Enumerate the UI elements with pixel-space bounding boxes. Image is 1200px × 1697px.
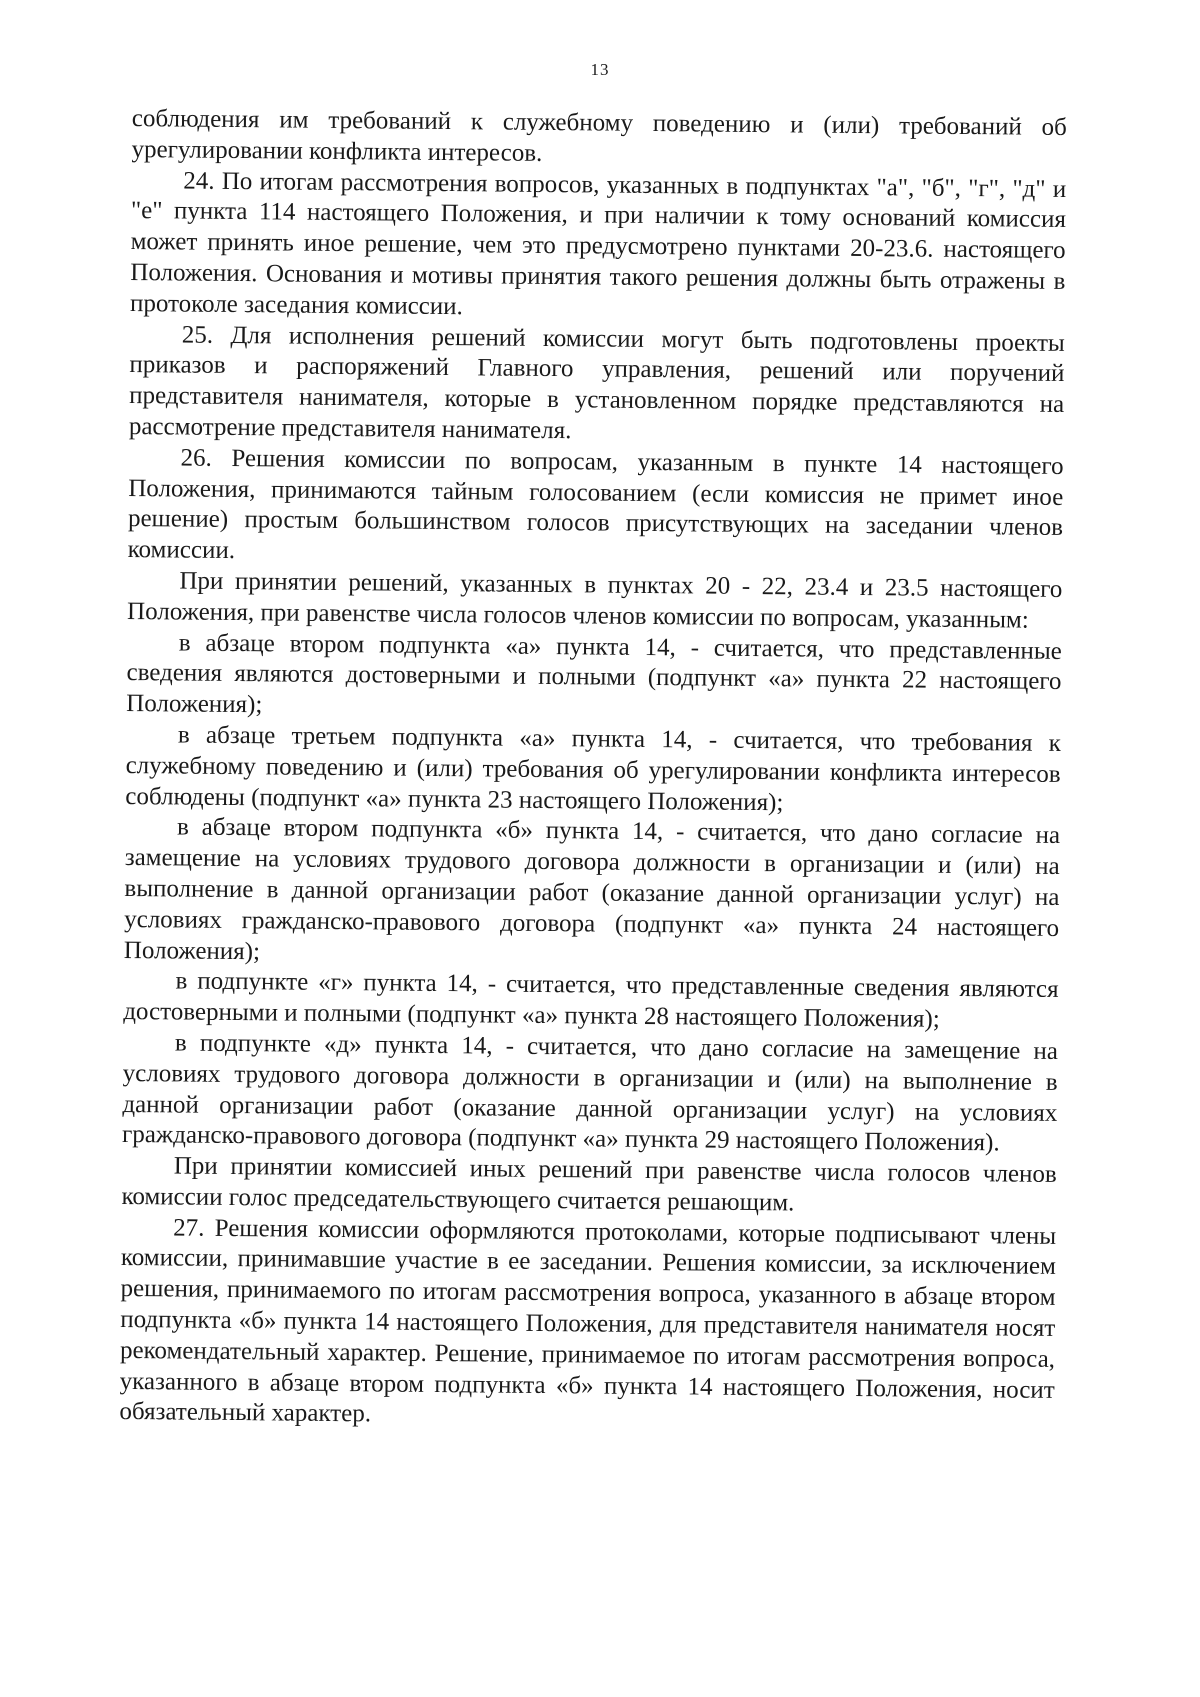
paragraph: 25. Для исполнения решений комиссии могут быть подготовлены проекты приказов и распоряжений Главного управления, решений или поручений представителя нанимателя, которые в установленном порядке представляются на рассмотрение представителя нанимателя. [128, 321, 1065, 445]
paragraph: в абзаце втором подпункта «б» пункта 14, - считается, что дано согласие на замещение на условиях трудового договора должности в организации и (или) на выполнение в данной организации работ (оказание данной организации услуг) на условиях гражданско-правового договора (подпункт «а» пункта 24 настоящего Положения); [123, 813, 1061, 965]
paragraph: в абзаце втором подпункта «а» пункта 14, - считается, что представленные сведения являются достоверными и полными (подпункт «а» пункта 22 настоящего Положения); [126, 629, 1062, 719]
paragraph: При принятии комиссией иных решений при равенстве числа голосов членов комиссии голос председательствующего считается решающим. [121, 1152, 1057, 1217]
paragraph: соблюдения им требований к служебному поведению и (или) требований об урегулировании конфликта интересов. [131, 104, 1067, 167]
page-number: 13 [590, 60, 610, 79]
paragraph: 24. По итогам рассмотрения вопросов, указанных в подпунктах "а", "б", "г", "д" и "е" пункта 114 настоящего Положения, и при наличии к тому оснований комиссия может принять иное решение, чем это предусмотрено пунктами 20-23.6. настоящего Положения. Основания и мотивы принятия такого решения должны быть отражены в протоколе заседания комиссии. [129, 167, 1067, 320]
paragraph: При принятии решений, указанных в пунктах 20 - 22, 23.4 и 23.5 настоящего Положения, при равенстве числа голосов членов комиссии по вопросам, указанным: [127, 567, 1063, 634]
paragraph: 27. Решения комиссии оформляются протоколами, которые подписывают члены комиссии, принимавшие участие в ее заседании. Решения комиссии, за исключением решения, принимаемого по итогам рассмотрения вопроса, указанного в абзаце втором подпункта «б» пункта 14 настоящего Положения, для представителя нанимателя носят рекомендательный характер. Решение, принимаемое по итогам рассмотрения вопроса, указанного в абзаце втором подпункта «б» пункта 14 настоящего Положения, носит обязательный характер. [119, 1214, 1057, 1428]
paragraph: 26. Решения комиссии по вопросам, указанным в пункте 14 настоящего Положения, принимаются тайным голосованием (если комиссия не примет иное решение) простым большинством голосов присутствующих на заседании членов комиссии. [127, 444, 1064, 565]
document-body [119, 104, 1067, 1437]
paragraph: в подпункте «г» пункта 14, - считается, что представленные сведения являются достоверными и полными (подпункт «а» пункта 28 настоящего Положения); [123, 967, 1059, 1033]
paragraph: в подпункте «д» пункта 14, - считается, что дано согласие на замещение на условиях трудового договора должности в организации и (или) на выполнение в данной организации работ (оказание данной организации услуг) на условиях гражданско-правового договора (подпункт «а» пункта 29 настоящего Положения). [121, 1029, 1059, 1157]
paragraph: в абзаце третьем подпункта «а» пункта 14, - считается, что требования к служебному поведению и (или) требования об урегулировании конфликта интересов соблюдены (подпункт «а» пункта 23 настоящего Положения); [125, 721, 1062, 816]
